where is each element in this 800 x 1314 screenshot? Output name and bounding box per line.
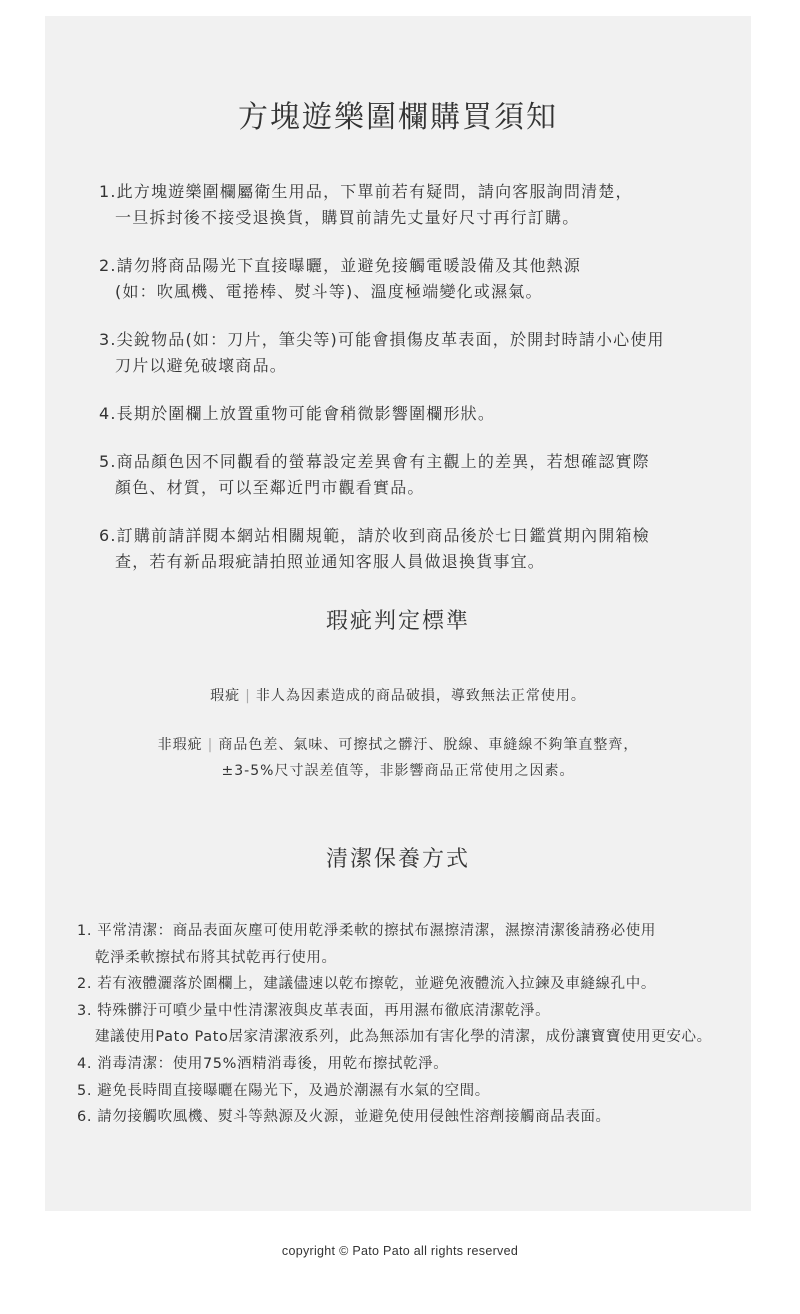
notice-item [99,449,729,501]
care-line: 乾淨柔軟擦拭布將其拭乾再行使用。 [95,949,337,966]
care-line: 1. 平常清潔：商品表面灰塵可使用乾淨柔軟的擦拭布濕擦清潔，濕擦清潔後請務必使用 [77,923,656,939]
notice-line: 1.此方塊遊樂圍欄屬衛生用品，下單前若有疑問，請向客服詢問清楚， [99,182,633,201]
notice-line: 5.商品顏色因不同觀看的螢幕設定差異會有主觀上的差異，若想確認實際 [99,452,650,471]
separator: | [245,688,251,704]
content-panel [45,16,751,1211]
care-line: 建議使用Pato Pato居家清潔液系列，此為無添加有害化學的清潔，成份讓寶寶使用更安心。 [95,1029,712,1046]
notice-item [99,179,729,231]
care-section-title: 清潔保養方式 [325,847,470,872]
defect-label: 瑕疵 [210,688,241,704]
notice-line: 刀片以避免破壞商品。 [115,356,288,375]
care-line: 4. 消毒清潔：使用75%酒精消毒後，用乾布擦拭乾淨。 [77,1055,449,1072]
notice-line: (如：吹風機、電捲棒、熨斗等)、溫度極端變化或濕氣。 [115,282,543,301]
defect-text: 非人為因素造成的商品破損，導致無法正常使用。 [255,688,586,704]
purchase-notice-list [99,179,729,597]
care-line: 5. 避免長時間直接曝曬在陽光下，及過於潮濕有水氣的空間。 [77,1082,490,1099]
notice-line: 3.尖銳物品(如：刀片，筆尖等)可能會損傷皮革表面，於開封時請小心使用 [99,330,665,349]
notice-item [99,401,729,427]
page-title: 方塊遊樂圍欄購買須知 [238,100,558,135]
notice-item [99,523,729,575]
notice-line: 6.訂購前請詳閱本網站相關規範，請於收到商品後於七日鑑賞期內開箱檢 [99,526,650,545]
notice-line: 查，若有新品瑕疵請拍照並通知客服人員做退換貨事宜。 [115,552,546,571]
care-line: 2. 若有液體灑落於圍欄上，建議儘速以乾布擦乾，並避免液體流入拉鍊及車縫線孔中。 [77,976,656,993]
notice-line: 4.長期於圍欄上放置重物可能會稍微影響圍欄形狀。 [99,404,496,423]
notice-line: 一旦拆封後不接受退換貨，購買前請先丈量好尺寸再行訂購。 [115,208,580,227]
notice-item [99,327,729,379]
notice-line: 2.請勿將商品陽光下直接曝曬，並避免接觸電暖設備及其他熱源 [99,256,582,275]
care-instructions-list [77,918,737,1131]
copyright-footer: copyright © Pato Pato all rights reserved [281,1244,519,1258]
notice-line: 顏色、材質，可以至鄰近門市觀看實品。 [115,478,425,497]
defect-definition [45,683,751,709]
non-defect-text: ±3-5%尺寸誤差值等，非影響商品正常使用之因素。 [221,763,575,779]
notice-item [99,253,729,305]
care-line: 3. 特殊髒汙可噴少量中性清潔液與皮革表面，再用濕布徹底清潔乾淨。 [77,1002,551,1019]
non-defect-text: 商品色差、氣味、可擦拭之髒汙、脫線、車縫線不夠筆直整齊， [218,737,639,753]
non-defect-definition [45,732,751,784]
defect-section-title: 瑕疵判定標準 [325,609,470,634]
care-line: 6. 請勿接觸吹風機、熨斗等熱源及火源，並避免使用侵蝕性溶劑接觸商品表面。 [77,1109,611,1126]
separator: | [207,737,214,753]
non-defect-label: 非瑕疵 [157,737,203,753]
